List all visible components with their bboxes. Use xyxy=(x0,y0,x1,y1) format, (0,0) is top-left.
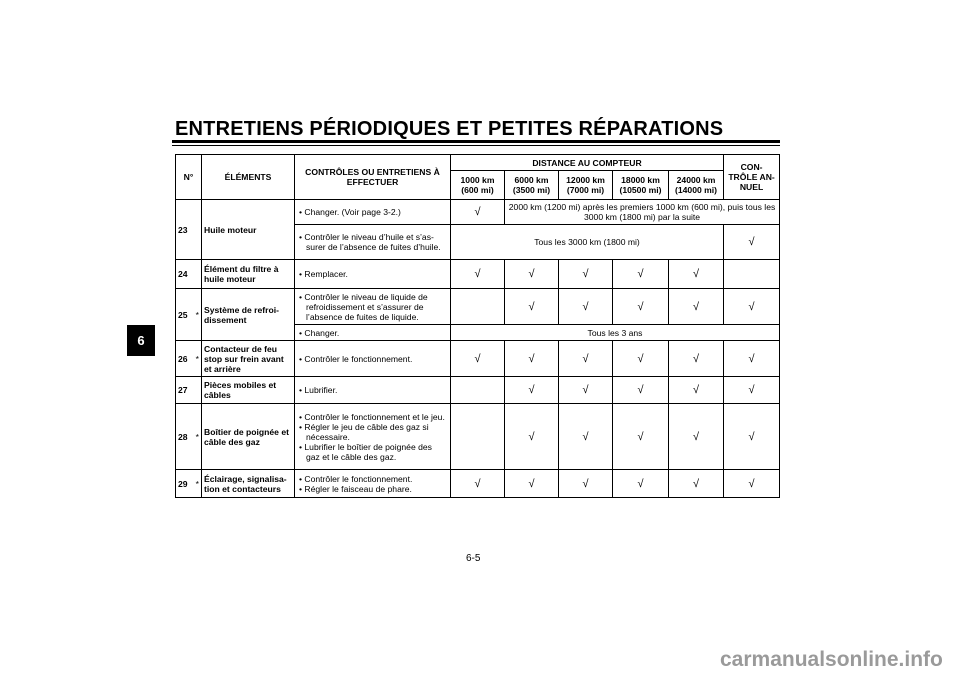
row-control: • Lubrifier le boîtier de poignée des gaz et le câble des gaz. xyxy=(297,442,448,462)
check-mark: √ xyxy=(724,470,780,498)
row-control: • Contrôler le fonctionnement. xyxy=(297,354,448,364)
header-distance-2: 6000 km (3500 mi) xyxy=(505,171,559,200)
check-mark: √ xyxy=(451,260,505,289)
check-mark: √ xyxy=(613,289,669,325)
check-mark: √ xyxy=(559,289,613,325)
row-item: Éclairage, signalisa-tion et contacteurs xyxy=(202,470,295,498)
row-item: Pièces mobiles et câbles xyxy=(202,377,295,404)
header-distance-1: 1000 km (600 mi) xyxy=(451,171,505,200)
row-item: Système de refroi-dissement xyxy=(202,289,295,341)
check-mark: √ xyxy=(451,200,505,225)
header-distance: DISTANCE AU COMPTEUR xyxy=(451,155,724,171)
check-mark: √ xyxy=(613,404,669,470)
row-number: 23 xyxy=(176,200,194,260)
row-control: • Contrôler le fonctionnement et le jeu. xyxy=(297,412,448,422)
row-item: Élément du filtre à huile moteur xyxy=(202,260,295,289)
check-mark: √ xyxy=(451,341,505,377)
page-title: ENTRETIENS PÉRIODIQUES ET PETITES RÉPARATIONS xyxy=(175,118,724,140)
header-annual: CON-TRÔLE AN-NUEL xyxy=(724,155,780,200)
table-row xyxy=(176,289,780,325)
table-row xyxy=(176,200,780,225)
check-mark: √ xyxy=(505,470,559,498)
row-number: 28 xyxy=(176,404,194,470)
check-mark: √ xyxy=(669,260,724,289)
header-distance-5: 24000 km (14000 mi) xyxy=(669,171,724,200)
check-mark: √ xyxy=(451,470,505,498)
check-mark: √ xyxy=(724,404,780,470)
check-mark: √ xyxy=(613,341,669,377)
check-mark: √ xyxy=(724,341,780,377)
row-star xyxy=(194,260,202,289)
check-mark: √ xyxy=(559,260,613,289)
row-number: 29 xyxy=(176,470,194,498)
check-mark: √ xyxy=(505,289,559,325)
check-mark: √ xyxy=(505,341,559,377)
check-mark: √ xyxy=(669,341,724,377)
check-mark: √ xyxy=(724,225,780,260)
check-mark: √ xyxy=(669,404,724,470)
check-mark: √ xyxy=(559,470,613,498)
title-rule-thin xyxy=(172,145,780,146)
row-star: * xyxy=(194,470,202,498)
check-mark: √ xyxy=(669,377,724,404)
watermark: carmanualsonline.info xyxy=(720,648,943,671)
row-number: 25 xyxy=(176,289,194,341)
check-mark: √ xyxy=(559,341,613,377)
header-distance-3: 12000 km (7000 mi) xyxy=(559,171,613,200)
check-mark: √ xyxy=(559,377,613,404)
check-mark: √ xyxy=(505,260,559,289)
row-star xyxy=(194,377,202,404)
row-control: • Régler le jeu de câble des gaz si nécessaire. xyxy=(297,422,448,442)
check-mark: √ xyxy=(559,404,613,470)
check-mark: √ xyxy=(669,470,724,498)
header-no: N° xyxy=(176,155,202,200)
row-item: Contacteur de feu stop sur frein avant et arrière xyxy=(202,341,295,377)
row-control: • Changer. (Voir page 3-2.) xyxy=(297,207,448,217)
row-control: • Remplacer. xyxy=(297,269,448,279)
check-mark: √ xyxy=(724,289,780,325)
check-mark: √ xyxy=(505,404,559,470)
chapter-tab: 6 xyxy=(127,325,155,356)
header-distance-4: 18000 km (10500 mi) xyxy=(613,171,669,200)
check-mark: √ xyxy=(613,260,669,289)
row-control: • Contrôler le niveau de liquide de refroidissement et s’assurer de l’absence de fuites de liquide. xyxy=(297,292,448,322)
row-control: • Régler le faisceau de phare. xyxy=(297,484,448,494)
row-control: • Contrôler le niveau d’huile et s’as-surer de l’absence de fuites d’huile. xyxy=(297,232,448,252)
row-number: 24 xyxy=(176,260,194,289)
page-number: 6-5 xyxy=(466,553,481,564)
table-row xyxy=(176,470,780,498)
row-item: Huile moteur xyxy=(202,200,295,260)
row-note: 2000 km (1200 mi) après les premiers 1000 km (600 mi), puis tous les 3000 km (1800 mi) par la suite xyxy=(505,200,780,225)
title-rule-thick xyxy=(172,140,780,143)
table-row xyxy=(176,404,780,470)
table-row xyxy=(176,260,780,289)
row-control: • Changer. xyxy=(297,328,448,338)
row-star: * xyxy=(194,341,202,377)
row-number: 27 xyxy=(176,377,194,404)
row-item: Boîtier de poignée et câble des gaz xyxy=(202,404,295,470)
check-mark: √ xyxy=(505,377,559,404)
check-mark: √ xyxy=(613,470,669,498)
table-row xyxy=(176,341,780,377)
check-mark: √ xyxy=(669,289,724,325)
row-control: • Contrôler le fonctionnement. xyxy=(297,474,448,484)
row-star: * xyxy=(194,404,202,470)
check-mark: √ xyxy=(613,377,669,404)
row-control: • Lubrifier. xyxy=(297,385,448,395)
row-star: * xyxy=(194,289,202,341)
row-note: Tous les 3000 km (1800 mi) xyxy=(451,225,724,260)
check-mark: √ xyxy=(724,377,780,404)
maintenance-table xyxy=(175,154,780,498)
header-controls: CONTRÔLES OU ENTRETIENS À EFFECTUER xyxy=(295,155,451,200)
row-note: Tous les 3 ans xyxy=(451,325,780,341)
header-items: ÉLÉMENTS xyxy=(202,155,295,200)
row-number: 26 xyxy=(176,341,194,377)
row-star xyxy=(194,200,202,260)
table-row xyxy=(176,377,780,404)
